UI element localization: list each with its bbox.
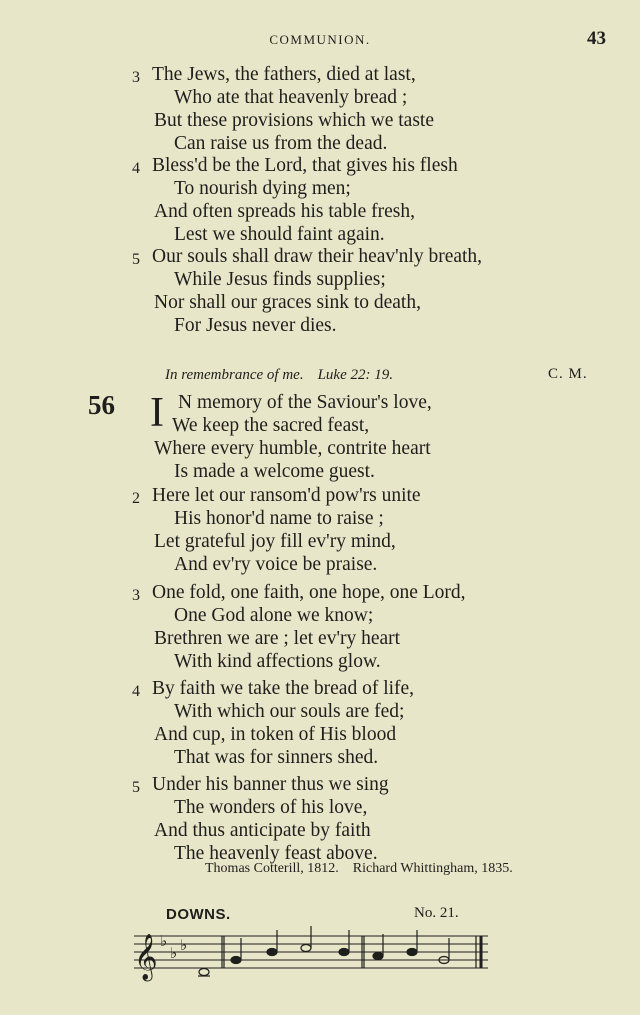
- stanza-number: 2: [132, 490, 140, 507]
- previous-stanza-5: [132, 245, 482, 337]
- stanza-line: Our souls shall draw their heav'nly breath,: [152, 246, 483, 267]
- stanza-line: His honor'd name to raise ;: [174, 508, 384, 529]
- page-number: 43: [587, 28, 606, 49]
- stanza-line: One fold, one faith, one hope, one Lord,: [152, 582, 466, 603]
- flat-icon: ♭: [170, 944, 178, 962]
- music-staff: [130, 924, 490, 986]
- stanza-line: By faith we take the bread of life,: [152, 678, 415, 699]
- stanza-line: Who ate that heavenly bread ;: [174, 87, 408, 108]
- stanza-line: Bless'd be the Lord, that gives his flesh: [152, 155, 458, 176]
- stanza-line: To nourish dying men;: [174, 178, 351, 199]
- stanza-line: And thus anticipate by faith: [154, 820, 371, 841]
- hymn-stanza-1: [150, 391, 432, 483]
- stanza-number: 5: [132, 251, 140, 268]
- stanza-number: 5: [132, 779, 140, 796]
- stanza-line: One God alone we know;: [174, 605, 374, 626]
- stanza-number: 3: [132, 587, 140, 604]
- stanza-line: With which our souls are fed;: [174, 701, 405, 722]
- stanza-line: The wonders of his love,: [174, 797, 368, 818]
- running-title: COMMUNION.: [269, 32, 371, 47]
- stanza-number: 3: [132, 69, 140, 86]
- hymn-stanza-2: [132, 484, 421, 576]
- stanza-line: And often spreads his table fresh,: [154, 201, 416, 222]
- stanza-line: While Jesus finds supplies;: [174, 269, 386, 290]
- tune-number: No. 21.: [414, 905, 459, 921]
- previous-stanza-3: [132, 63, 434, 155]
- stanza-line: And cup, in token of His blood: [154, 724, 397, 745]
- hymn-number: 56: [88, 390, 115, 420]
- first-line-text: N memory of the Saviour's love,: [178, 392, 432, 413]
- hymn-stanza-3: [132, 581, 466, 673]
- author-credit: Thomas Cotterill, 1812.: [205, 861, 339, 876]
- stanza-number: 4: [132, 160, 140, 177]
- previous-stanza-4: [132, 154, 458, 246]
- stanza-line: [150, 391, 432, 414]
- stanza-line: Under his banner thus we sing: [152, 774, 389, 795]
- stanza-line: Where every humble, contrite heart: [154, 438, 431, 459]
- stanza-line: With kind affections glow.: [174, 651, 381, 672]
- tune-name: DOWNS.: [166, 906, 231, 923]
- stanza-line: Here let our ransom'd pow'rs unite: [152, 485, 421, 506]
- stanza-line: Is made a welcome guest.: [174, 461, 375, 482]
- hymn-theme: In remembrance of me.: [165, 367, 304, 383]
- stanza-line: Can raise us from the dead.: [174, 133, 388, 154]
- hymn-stanza-5: [132, 773, 389, 865]
- stanza-line: We keep the sacred feast,: [172, 415, 370, 436]
- stanza-line: For Jesus never dies.: [174, 315, 337, 336]
- stanza-line: Nor shall our graces sink to death,: [154, 292, 421, 313]
- stanza-line: Let grateful joy fill ev'ry mind,: [154, 531, 396, 552]
- hymn-heading: [165, 367, 393, 384]
- stanza-line: The heavenly feast above.: [174, 843, 378, 864]
- hymn-credits: [205, 861, 513, 877]
- stanza-line: Lest we should faint again.: [174, 224, 385, 245]
- stanza-line: Brethren we are ; let ev'ry heart: [154, 628, 401, 649]
- hymn-meter: C. M.: [548, 366, 588, 382]
- hymn-stanza-4: [132, 677, 414, 769]
- stanza-line: That was for sinners shed.: [174, 747, 379, 768]
- treble-clef-icon: 𝄞: [134, 934, 158, 980]
- flat-icon: ♭: [160, 932, 168, 950]
- stanza-number: 4: [132, 683, 140, 700]
- scripture-reference: Luke 22: 19.: [317, 367, 393, 383]
- stanza-line: And ev'ry voice be praise.: [174, 554, 378, 575]
- translator-credit: Richard Whittingham, 1835.: [352, 861, 513, 876]
- drop-cap: I: [150, 390, 164, 436]
- stanza-line: The Jews, the fathers, died at last,: [152, 64, 416, 85]
- stanza-line: But these provisions which we taste: [154, 110, 434, 131]
- flat-icon: ♭: [180, 936, 188, 954]
